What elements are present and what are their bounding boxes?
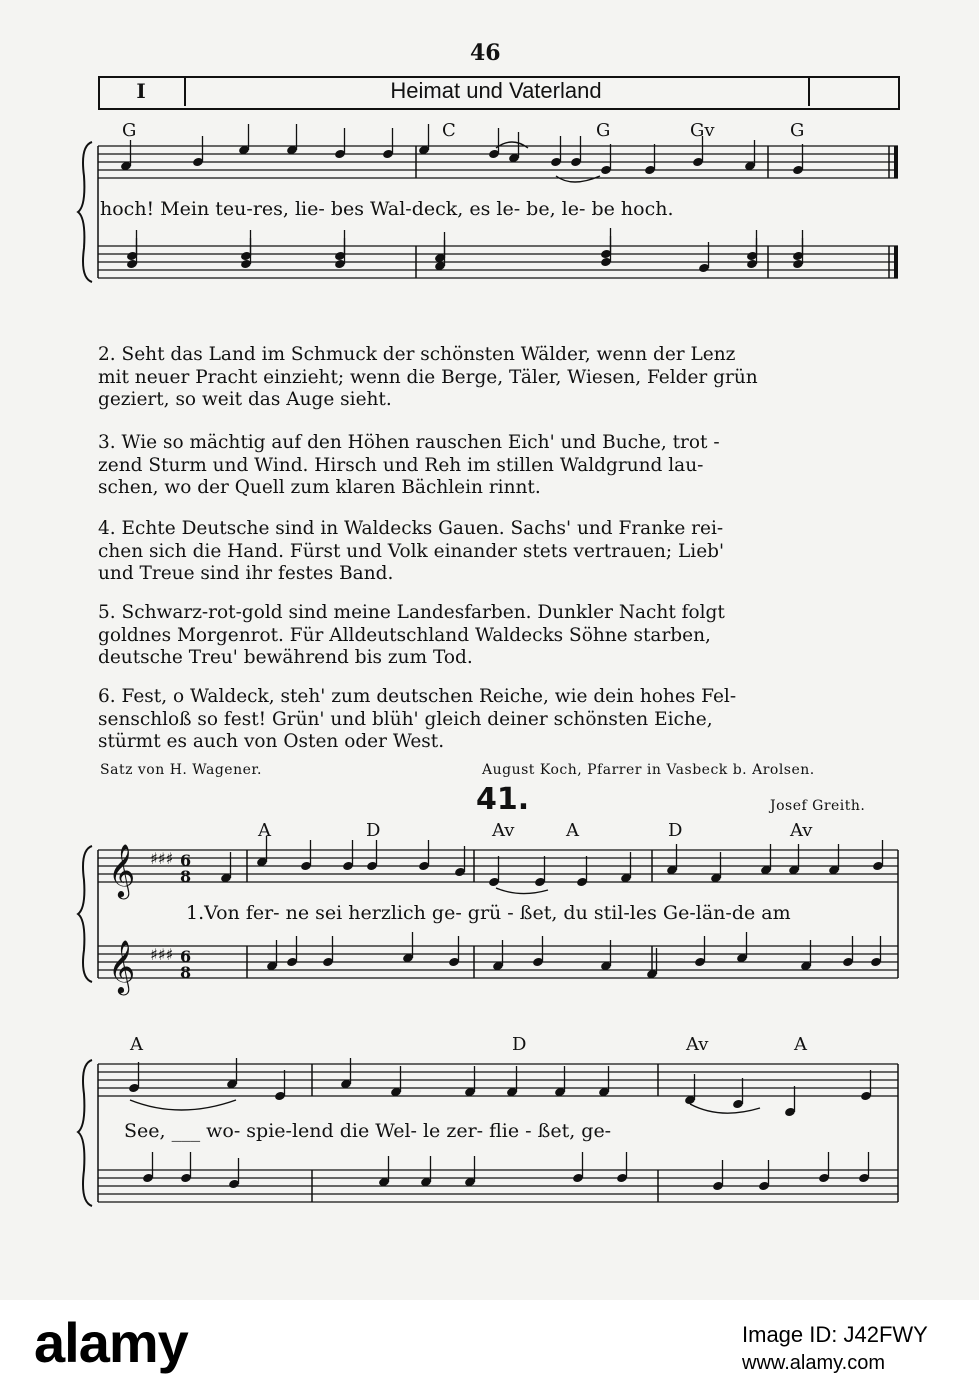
lyrics-line: hoch! Mein teu-res, lie- bes Wal-deck, es le- be, le- be hoch. [100,198,674,220]
chord-symbol: Av [686,1034,709,1055]
chord-symbol: C [442,120,456,141]
alamy-url: www.alamy.com [742,1352,885,1374]
brace-3 [78,1060,92,1206]
key-signature-sharps: ♯♯♯ [150,945,174,964]
chord-symbol: G [122,120,137,141]
header-divider [808,76,810,106]
image-id: Image ID: J42FWY [742,1322,928,1347]
section-title: Heimat und Vaterland [390,78,602,103]
staff-lower-2 [98,946,898,978]
lyrics-line: See, ___ wo- spie-lend die Wel- le zer- flie - ßet, ge- [124,1120,612,1142]
chord-symbol: A [130,1034,143,1055]
time-sig-top: 6 [180,851,192,870]
chord-symbol: D [512,1034,527,1055]
lyrics-line: 1.Von fer- ne sei herzlich ge- grü - ßet, du stil-les Ge-län-de am [186,902,791,924]
composer-credit: Josef Greith. [770,798,866,814]
verse-4: 4. Echte Deutsche sind in Waldecks Gauen. Sachs' und Franke rei- chen sich die Hand. Fürst und Volk einander stets vertrauen; Lieb' und Treue sind ihr festes Band. [98,518,725,584]
arranger-credit: Satz von H. Wagener. [100,762,262,778]
page-number: 46 [470,40,501,66]
chord-symbol: A [258,820,271,841]
verse-6: 6. Fest, o Waldeck, steh' zum deutschen Reiche, wie dein hohes Fel- senschloß so fest! Grün' und blüh' gleich deiner schönsten Eiche, stürmt es auch von Osten oder West. [98,686,737,752]
key-signature-sharps: ♯♯♯ [150,849,174,868]
brace-1 [78,142,92,282]
chord-symbol: D [366,820,381,841]
chord-symbol: Gv [690,120,715,141]
treble-clef-icon: 𝄞 [108,843,136,897]
chord-symbol: A [794,1034,807,1055]
alamy-logo: alamy [34,1311,188,1374]
verse-3: 3. Wie so mächtig auf den Höhen rauschen Eich' und Buche, trot - zend Sturm und Wind. Hirsch und Reh im stillen Waldgrund lau- schen, wo der Quell zum klaren Bächlein rinnt. [98,432,720,498]
chord-symbol: Av [492,820,515,841]
section-number: I [98,76,186,106]
verse-2: 2. Seht das Land im Schmuck der schönsten Wälder, wenn der Lenz mit neuer Pracht einzieht; wenn die Berge, Täler, Wiesen, Felder grün geziert, so weit das Auge sieht. [98,344,758,410]
brace-2 [78,846,92,982]
time-sig-top: 6 [180,947,192,966]
chord-symbol: A [566,820,579,841]
verse-5: 5. Schwarz-rot-gold sind meine Landesfarben. Dunkler Nacht folgt goldnes Morgenrot. Für Alldeutschland Waldecks Söhne starben, deutsche Treu' bewährend bis zum Tod. [98,602,725,668]
staff-lower-3 [98,1170,898,1202]
chord-symbol: G [790,120,805,141]
song-number: 41. [476,782,530,817]
treble-clef-icon: 𝄞 [108,939,136,993]
time-sig-bottom: 8 [180,963,192,982]
chord-symbol: Av [790,820,813,841]
author-credit: August Koch, Pfarrer in Vasbeck b. Arolsen. [482,762,815,778]
staff-upper-3 [98,1064,898,1096]
chord-symbol: D [668,820,683,841]
chord-symbol: G [596,120,611,141]
time-sig-bottom: 8 [180,867,192,886]
staff-lower-1 [98,246,898,278]
